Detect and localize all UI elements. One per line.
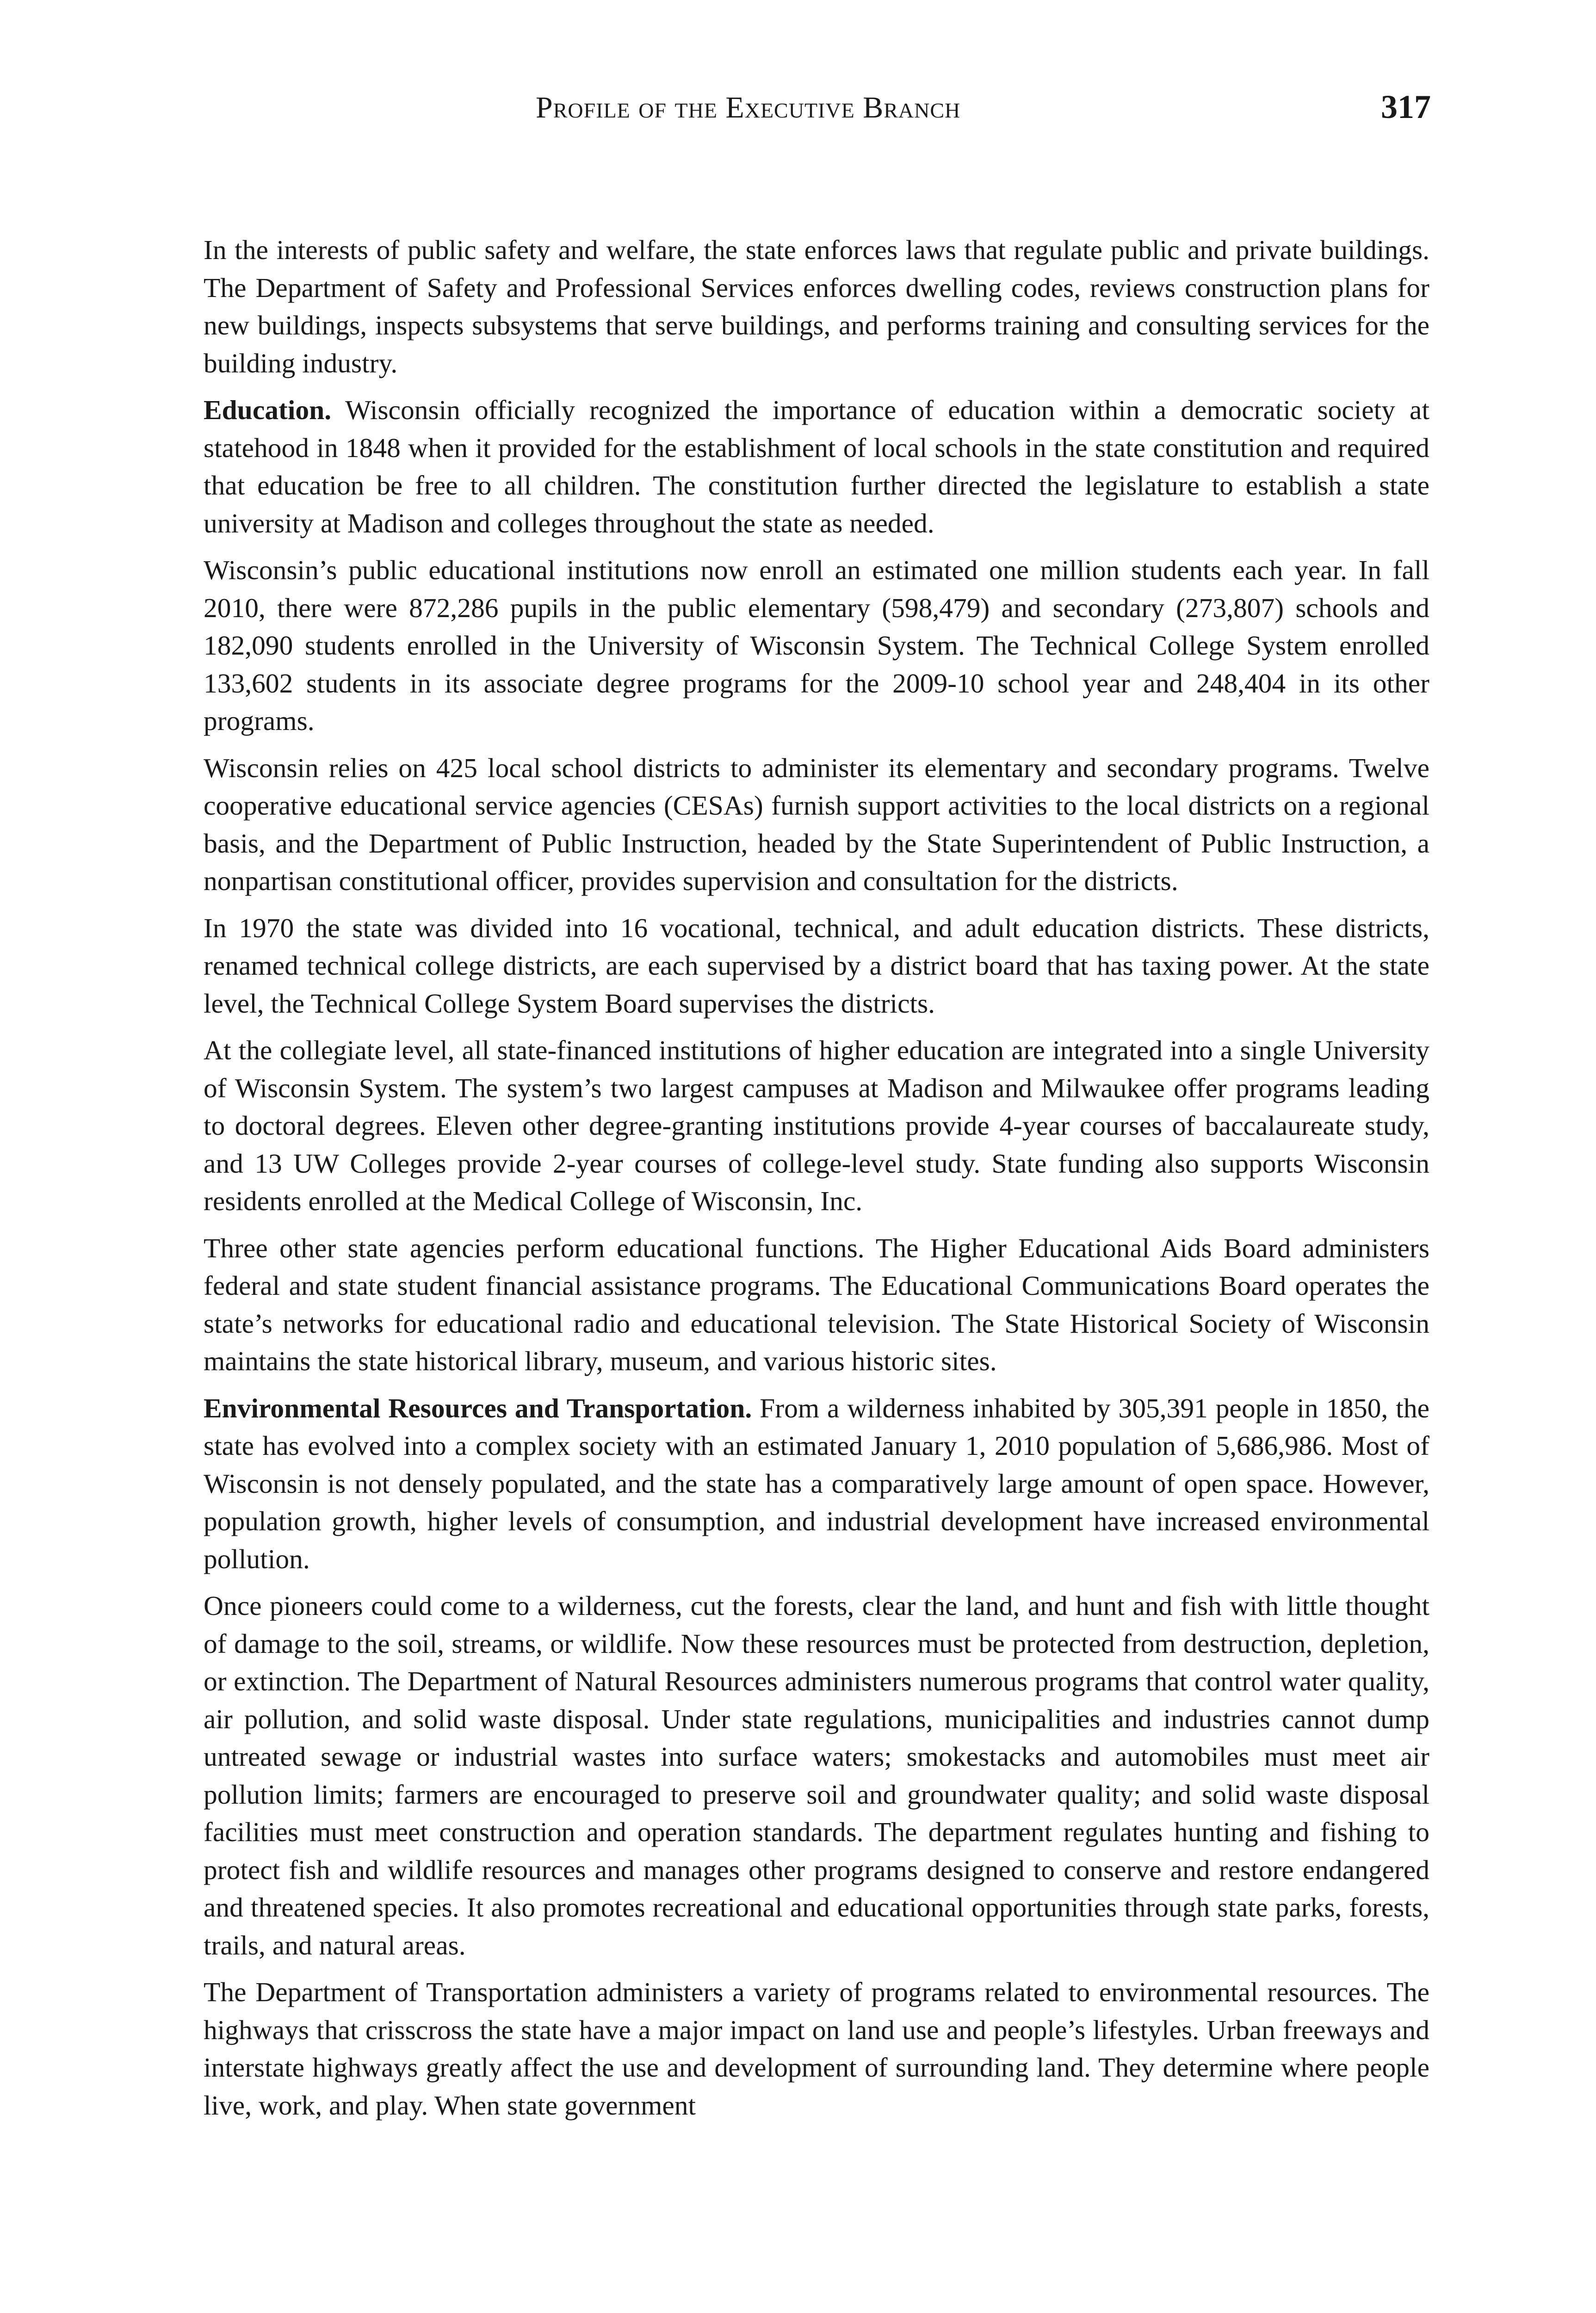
- paragraph-enrollment: [204, 551, 1429, 740]
- paragraph-text: At the collegiate level, all state-financed institutions of higher education are integrated into a single University of Wisconsin System. The system’s two largest campuses at Madison and Milwaukee offer programs leading to doctoral degrees. Eleven other degree-granting institutions provide 4-year courses of baccalaureate study, and 13 UW Colleges provide 2-year courses of college-level study. State funding also supports Wisconsin residents enrolled at the Medical College of Wisconsin, Inc.: [204, 1035, 1429, 1216]
- paragraph-text: Wisconsin relies on 425 local school districts to administer its elementary and secondary programs. Twelve cooperative educational service agencies (CESAs) furnish support activities to the local districts on a regional basis, and the Department of Public Instruction, headed by the State Superintendent of Public Instruction, a nonpartisan constitutional officer, provides supervision and consultation for the districts.: [204, 752, 1429, 896]
- paragraph-education: [204, 391, 1429, 542]
- section-heading-education: Education.: [204, 395, 332, 425]
- paragraph-university-system: [204, 1032, 1429, 1220]
- paragraph-building-safety: [204, 231, 1429, 382]
- paragraph-environment: [204, 1390, 1429, 1578]
- paragraph-natural-resources: [204, 1587, 1429, 1964]
- paragraph-text: Wisconsin officially recognized the importance of education within a democratic society at statehood in 1848 when it provided for the establishment of local schools in the state constitution and required that education be free to all children. The constitution further directed the legislature to establish a state university at Madison and colleges throughout the state as needed.: [204, 395, 1429, 538]
- paragraph-text: Three other state agencies perform educational functions. The Higher Educational Aids Board administers federal and state student financial assistance programs. The Educational Communications Board operates the state’s networks for educational radio and educational television. The State Historical Society of Wisconsin maintains the state historical library, museum, and various historic sites.: [204, 1232, 1429, 1376]
- paragraph-text: Wisconsin’s public educational institutions now enroll an estimated one million students each year. In fall 2010, there were 872,286 pupils in the public elementary (598,479) and secondary (273,807) schools and 182,090 students enrolled in the University of Wisconsin System. The Technical College System enrolled 133,602 students in its associate degree programs for the 2009-10 school year and 248,404 in its other programs.: [204, 555, 1429, 736]
- section-heading-environment: Environmental Resources and Transportation.: [204, 1392, 752, 1423]
- paragraph-transportation: [204, 1973, 1429, 2124]
- paragraph-other-agencies: [204, 1230, 1429, 1380]
- paragraph-text: Once pioneers could come to a wilderness, cut the forests, clear the land, and hunt and fish with little thought of damage to the soil, streams, or wildlife. Now these resources must be protected from destruction, depletion, or extinction. The Department of Natural Resources administers numerous programs that control water quality, air pollution, and solid waste disposal. Under state regulations, municipalities and industries cannot dump untreated sewage or industrial wastes into surface waters; smokestacks and automobiles must meet air pollution limits; farmers are encouraged to preserve soil and groundwater quality; and solid waste disposal facilities must meet construction and operation standards. The department regulates hunting and fishing to protect fish and wildlife resources and manages other programs designed to conserve and restore endangered and threatened species. It also promotes recreational and educational opportunities through state parks, forests, trails, and natural areas.: [204, 1590, 1429, 1960]
- running-head: Profile of the Executive Branch: [536, 91, 961, 124]
- paragraph-technical-colleges: [204, 909, 1429, 1023]
- paragraph-text: The Department of Transportation administers a variety of programs related to environmental resources. The highways that crisscross the state have a major impact on land use and people’s lifestyles. Urban freeways and interstate highways greatly affect the use and development of surrounding land. They determine where people live, work, and play. When state government: [204, 1977, 1429, 2121]
- paragraph-text: In 1970 the state was divided into 16 vocational, technical, and adult education districts. These districts, renamed technical college districts, are each supervised by a district board that has taxing power. At the state level, the Technical College System Board supervises the districts.: [204, 912, 1429, 1019]
- paragraph-text: From a wilderness inhabited by 305,391 people in 1850, the state has evolved into a complex society with an estimated January 1, 2010 population of 5,686,986. Most of Wisconsin is not densely populated, and the state has a comparatively large amount of open space. However, population growth, higher levels of consumption, and industrial development have increased environmental pollution.: [204, 1392, 1429, 1574]
- page-number: 317: [1381, 88, 1431, 125]
- paragraph-school-districts: [204, 749, 1429, 900]
- body-text: [204, 231, 1429, 2134]
- paragraph-text: In the interests of public safety and welfare, the state enforces laws that regulate public and private buildings. The Department of Safety and Professional Services enforces dwelling codes, reviews construction plans for new buildings, inspects subsystems that serve buildings, and performs training and consulting services for the building industry.: [204, 235, 1429, 378]
